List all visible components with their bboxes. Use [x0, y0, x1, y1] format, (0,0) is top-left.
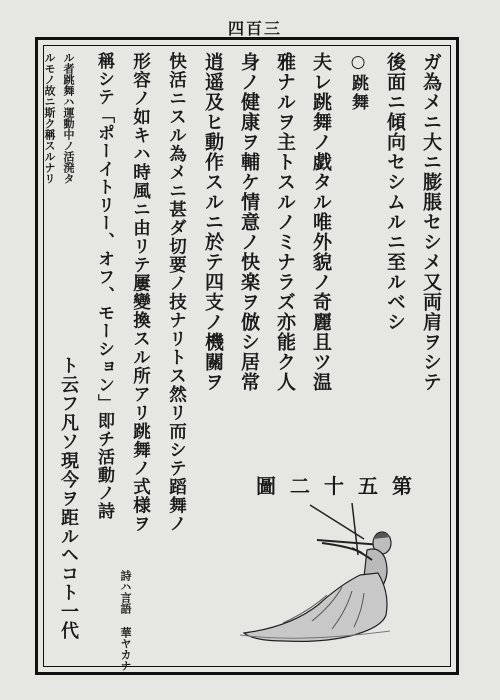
annotation-note: 詩ハ言語 華ヤカナ — [119, 570, 132, 671]
text-column-9: 形容ノ如キハ時風ニ由リテ屢變換スル所アリ跳舞ノ式様ヲ — [130, 52, 151, 533]
text-column-10: 稱シテ「ポーイトリー、オフ、モーション」即チ活動ノ詩 — [94, 52, 114, 520]
text-column-7: 逍遥及ヒ動作スルニ於テ四支ノ機關ヲ — [202, 52, 224, 392]
text-column-11-small: ル者跳舞ハ運動中ノ活溌タ — [62, 52, 75, 184]
text-column-5: 雅ナルヲ主トスルノミナラズ亦能ク人 — [274, 52, 296, 392]
text-column-11-end: ヘコト一代 — [58, 545, 79, 640]
page-number: 四百三 — [228, 19, 283, 38]
dancer-illustration — [232, 495, 402, 645]
text-column-8: 快活ニスル為メニ甚ダ切要ノ技ナリトス然リ而シテ蹈舞ノ — [166, 52, 187, 533]
text-column-11: ト云フ凡ソ現今ヲ距ル — [58, 356, 79, 546]
text-column-12-small: ルモノ故ニ斯ク稱スルナリ — [43, 52, 56, 184]
figure-label: 第五十二圖 — [256, 474, 426, 498]
text-column-2: 後面ニ傾向セシムルニ至ルベシ — [384, 52, 406, 332]
section-heading: ○跳舞 — [348, 52, 368, 112]
text-column-1: ガ為メニ大ニ膨脹セシメ又両肩ヲシテ — [420, 52, 442, 392]
text-column-6: 身ノ健康ヲ輔ケ情意ノ快楽ヲ倣シ居常 — [238, 52, 260, 392]
text-column-4: 夫レ跳舞ノ戯タル唯外貌ノ奇麗且ツ温 — [310, 52, 332, 392]
